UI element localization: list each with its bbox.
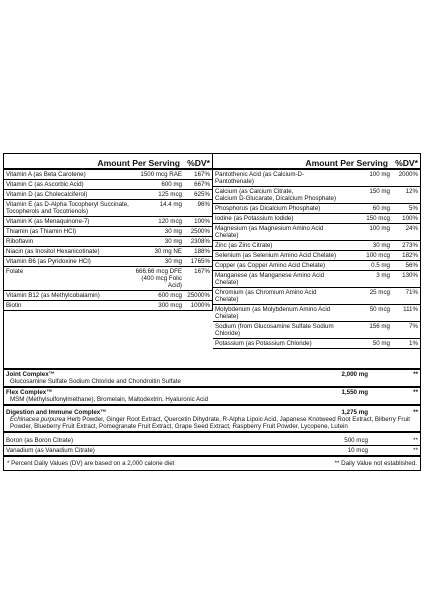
nutrient-row: [4, 267, 212, 291]
blend-dv-star: **: [413, 409, 418, 416]
nutrient-amount: 30 mg: [164, 258, 182, 265]
nutrient-amount: 666.66 mcg DFE (400 mcg Folic Acid): [135, 268, 182, 289]
nutrient-dv-star: **: [413, 437, 418, 444]
nutrient-dv: 100%: [402, 215, 418, 222]
nutrient-dv: 2500%: [190, 228, 210, 235]
nutrient-name: Iodine (as Potassium Iodide): [215, 215, 294, 222]
dv-not-established-footnote: ** Daily Value not established.: [334, 460, 417, 467]
nutrient-amount: 60 mg: [372, 205, 390, 212]
nutrient-name: Boron (as Boron Citrate): [6, 437, 74, 444]
dv-footnote: * Percent Daily Values (DV) are based on a 2,000 calorie diet: [7, 460, 175, 467]
nutrient-dv: 1%: [409, 340, 418, 347]
dv-label: %DV*: [395, 158, 418, 168]
nutrient-name: Phosphorus (as Dicalcium Phosphate): [215, 205, 321, 212]
nutrient-amount: 125 mcg: [158, 191, 182, 198]
nutrient-amount: 100 mg: [369, 171, 390, 178]
nutrient-amount: 600 mcg: [158, 292, 182, 299]
nutrient-dv: 188%: [194, 248, 210, 255]
nutrient-dv: 167%: [194, 171, 210, 178]
nutrient-name: Vitamin D (as Cholecalciferol): [6, 191, 88, 198]
nutrient-row: [213, 187, 420, 204]
blend-desc-text: Herb Powder, Ginger Root Extract, Quercetin Dihydrate, R-Alpha Lipoic Acid, Japanese Knotweed Root Extract, Bilberry Fruit Powder, Blueberry Fruit Extract, Pomegranate Fruit Extract, Grape Seed Extract, Raspberry Fruit Powder, Lycopene, Lutein: [10, 416, 410, 430]
flex-complex-block: [4, 388, 420, 406]
nutrient-dv: 167%: [194, 268, 210, 275]
nutrient-amount: 3 mg: [376, 272, 390, 279]
nutrient-name: Vitamin E (as D-Alpha Tocopheryl Succinate, Tocopherols and Tocotrienols): [6, 201, 129, 215]
nutrient-dv: 1765%: [190, 258, 210, 265]
nutrient-row: [213, 214, 420, 224]
nutrient-dv: 71%: [405, 289, 418, 296]
blend-dv-star: **: [413, 389, 418, 396]
nutrient-row: [4, 180, 212, 190]
nutrient-name: Potassium (as Potassium Chloride): [215, 340, 312, 347]
supplement-facts-panel: [3, 153, 421, 471]
nutrient-amount: 120 mcg: [158, 218, 182, 225]
nutrient-name: Vanadium (as Vanadium Citrate): [6, 447, 95, 454]
nutrient-row: [213, 251, 420, 261]
nutrient-dv: 56%: [405, 262, 418, 269]
nutrient-dv: 12%: [405, 188, 418, 195]
footnotes: [4, 460, 420, 467]
amount-per-serving-label: Amount Per Serving: [97, 158, 180, 168]
nutrient-name: Vitamin B6 (as Pyridoxine HCl): [6, 258, 91, 265]
nutrient-amount: 300 mcg: [158, 302, 182, 309]
blend-title: Joint Complex™: [6, 371, 55, 378]
amount-per-serving-label: Amount Per Serving: [305, 158, 388, 168]
blend-dv-star: **: [413, 371, 418, 378]
nutrient-row: [213, 339, 420, 349]
digestion-immune-complex-block: [4, 408, 420, 433]
nutrient-dv: 7%: [409, 323, 418, 330]
nutrient-row: [213, 241, 420, 251]
nutrient-name: Zinc (as Zinc Citrate): [215, 242, 273, 249]
nutrient-amount: 150 mg: [369, 188, 390, 195]
left-nutrient-column: [4, 154, 213, 311]
nutrient-row: [4, 170, 212, 180]
nutrient-amount: 50 mg: [372, 340, 390, 347]
nutrient-dv: 130%: [402, 272, 418, 279]
nutrient-name: Magnesium (as Magnesium Amino Acid Chelate): [215, 225, 324, 239]
nutrient-row: [213, 305, 420, 322]
nutrient-dv: 111%: [403, 306, 418, 313]
nutrient-name: Sodium (from Glucosamine Sulfate Sodium Chloride): [215, 323, 334, 337]
nutrient-row: [213, 288, 420, 305]
nutrient-amount: 100 mg: [369, 225, 390, 232]
nutrient-amount: 150 mcg: [366, 215, 390, 222]
nutrient-row: [213, 261, 420, 271]
nutrient-amount: 30 mg: [372, 242, 390, 249]
blend-amount: 2,000 mg: [341, 371, 368, 378]
nutrient-dv: 96%: [197, 201, 210, 208]
nutrient-name: Folate: [6, 268, 24, 275]
nutrient-row: [4, 247, 212, 257]
blend-description: [4, 416, 420, 431]
nutrient-row: [4, 200, 212, 217]
blend-desc-text: Glucosamine Sulfate Sodium Chloride and Chondroitin Sulfate: [10, 378, 181, 385]
nutrient-amount: 50 mcg: [369, 306, 390, 313]
blend-amount: 1,550 mg: [341, 389, 368, 396]
nutrient-row: [213, 170, 420, 187]
nutrient-dv: 182%: [402, 252, 418, 259]
nutrient-amount: 30 mg NE: [154, 248, 182, 255]
nutrient-name: Thiamin (as Thiamin HCl): [6, 228, 77, 235]
nutrient-name: Molybdenum (as Molybdenum Amino Acid Chelate): [215, 306, 331, 320]
nutrient-name: Biotin: [6, 302, 22, 309]
nutrient-dv-star: **: [413, 447, 418, 454]
nutrient-name: Vitamin A (as Beta Carotene): [6, 171, 86, 178]
blend-amount: 1,275 mg: [341, 409, 368, 416]
nutrient-dv: 667%: [194, 181, 210, 188]
nutrient-row: [4, 190, 212, 200]
nutrient-amount: 14.4 mg: [159, 201, 182, 208]
dv-label: %DV*: [187, 158, 210, 168]
nutrient-amount: 10 mcg: [347, 447, 368, 454]
nutrient-name: Manganese (as Manganese Amino Acid Chelate): [215, 272, 325, 286]
nutrient-dv: 24%: [405, 225, 418, 232]
nutrient-columns: [4, 154, 420, 366]
nutrient-row: [4, 301, 212, 311]
nutrient-row: [213, 322, 420, 339]
nutrient-name: Vitamin K (as Menaquinone-7): [6, 218, 90, 225]
nutrient-name: Pantothenic Acid (as Calcium-D-Pantothenate): [215, 171, 305, 185]
left-column-header: [4, 154, 212, 170]
nutrient-name: Riboflavin: [6, 238, 34, 245]
joint-complex-block: [4, 368, 420, 388]
nutrient-row: [4, 217, 212, 227]
nutrient-amount: 600 mg: [161, 181, 182, 188]
nutrient-amount: 500 mcg: [344, 437, 368, 444]
nutrient-dv: 625%: [194, 191, 210, 198]
nutrient-amount: 30 mg: [164, 238, 182, 245]
nutrient-amount: 156 mg: [369, 323, 390, 330]
nutrient-dv: 1000%: [190, 302, 210, 309]
blend-description: [4, 378, 420, 386]
nutrient-name: Calcium (as Calcium Citrate, Calcium D-Glucarate, Dicalcium Phosphate): [215, 188, 337, 202]
blend-description: [4, 396, 420, 404]
blend-title: Flex Complex™: [6, 389, 53, 396]
blend-desc-text: MSM (Methylsulfonylmethane), Bromelain, Maltodextrin, Hyaluronic Acid: [10, 396, 209, 403]
nutrient-dv: 2308%: [190, 238, 210, 245]
nutrient-name: Niacin (as Inositol Hexanicotinate): [6, 248, 100, 255]
nutrient-name: Copper (as Copper Amino Acid Chelate): [215, 262, 326, 269]
nutrient-name: Vitamin C (as Ascorbic Acid): [6, 181, 84, 188]
nutrient-name: Selenium (as Selenium Amino Acid Chelate): [215, 252, 337, 259]
nutrient-row: [213, 224, 420, 241]
nutrient-amount: 1500 mcg RAE: [140, 171, 182, 178]
nutrient-dv: 2000%: [398, 171, 418, 178]
right-column-header: [213, 154, 420, 170]
nutrient-row: [4, 227, 212, 237]
nutrient-dv: 100%: [194, 218, 210, 225]
nutrient-amount: 0.5 mg: [371, 262, 390, 269]
nutrient-row: [4, 291, 212, 301]
nutrient-row: [4, 257, 212, 267]
nutrient-dv: 5%: [409, 205, 418, 212]
blend-desc-italic: Echinacea purpurea: [10, 416, 66, 423]
nutrient-amount: 25 mcg: [369, 289, 390, 296]
vanadium-row: [4, 446, 420, 457]
nutrient-row: [213, 271, 420, 288]
nutrient-dv: 25000%: [187, 292, 210, 299]
nutrient-amount: 100 mcg: [366, 252, 390, 259]
nutrient-name: Vitamin B12 (as Methylcobalamin): [6, 292, 100, 299]
nutrient-row: [4, 237, 212, 247]
boron-row: [4, 436, 420, 446]
blend-title: Digestion and Immune Complex™: [6, 409, 107, 416]
nutrient-name: Chromium (as Chromium Amino Acid Chelate): [215, 289, 317, 303]
right-nutrient-column: [213, 154, 420, 349]
nutrient-amount: 30 mg: [164, 228, 182, 235]
nutrient-dv: 273%: [402, 242, 418, 249]
nutrient-row: [213, 204, 420, 214]
